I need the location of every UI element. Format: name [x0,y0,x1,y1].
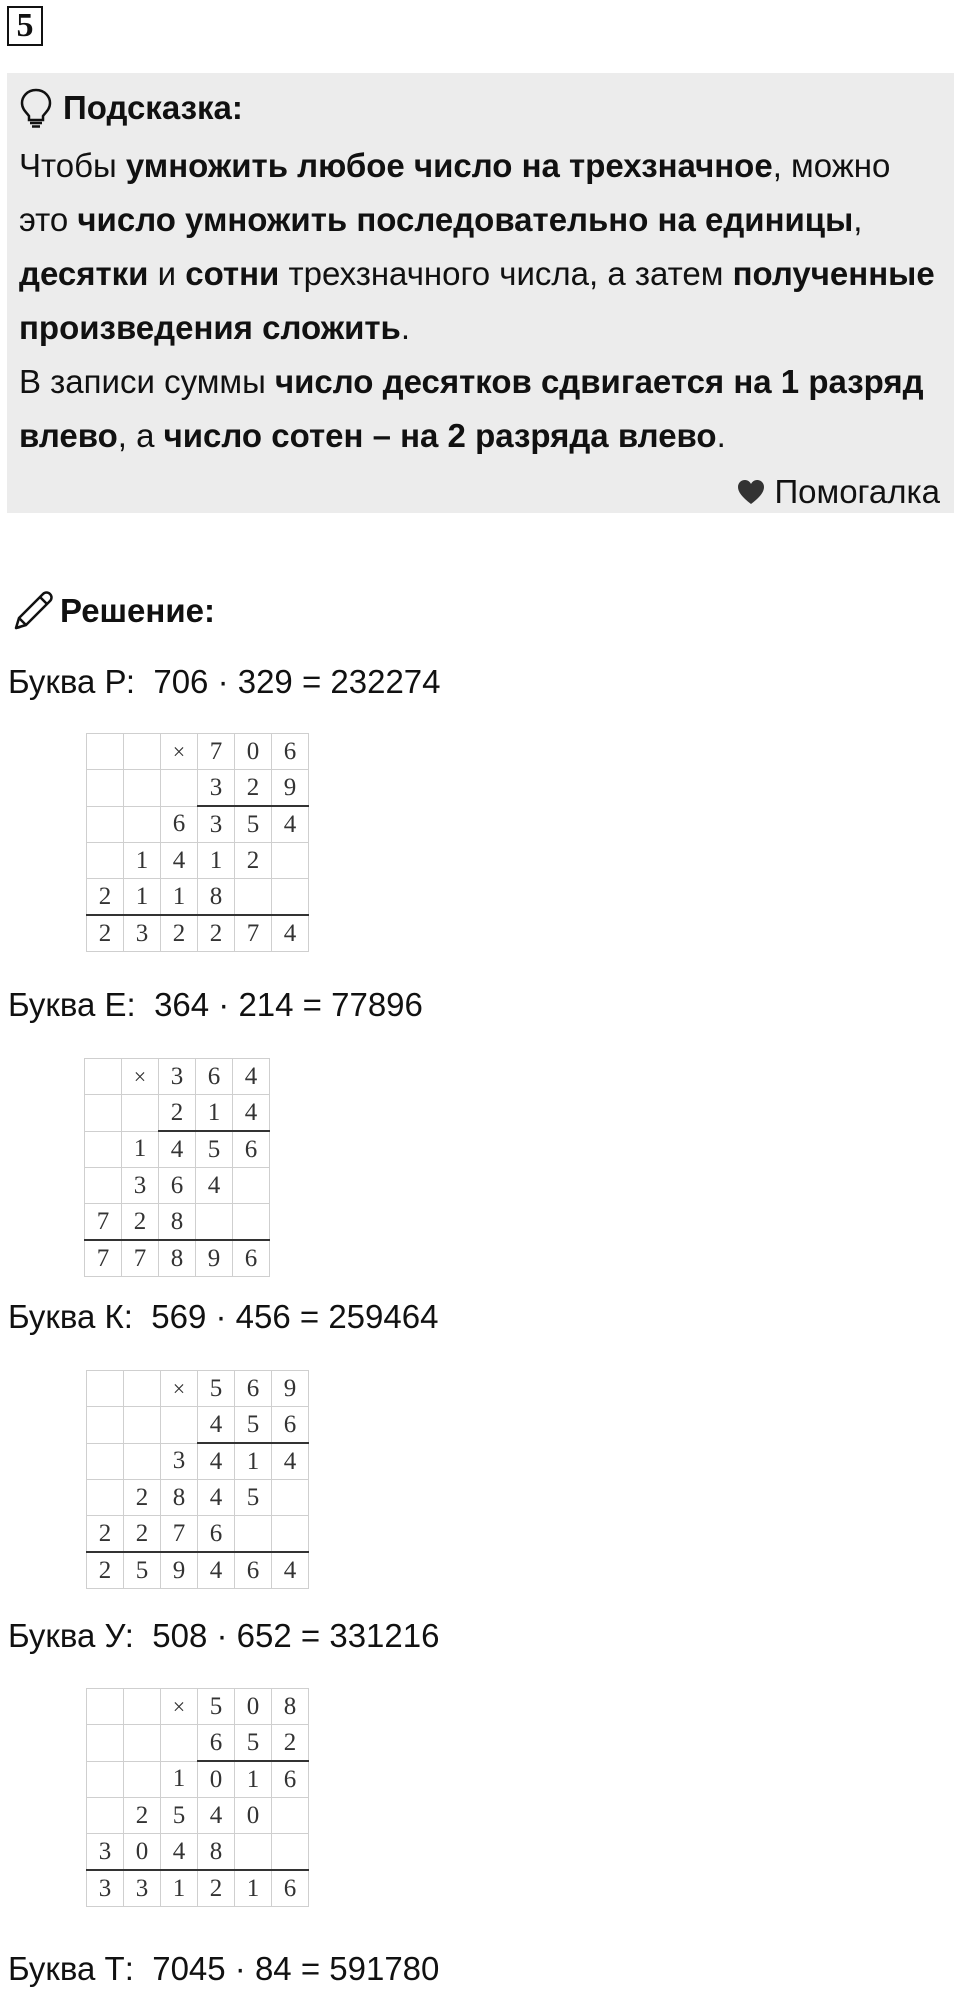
digit-cell [87,1761,124,1798]
example-label: Буква Т: 7045 · 84 = 591780 [8,1950,440,1987]
digit-cell [196,1204,233,1241]
digit-cell [161,1725,198,1762]
digit-cell [272,843,309,879]
digit-cell: 2 [87,879,124,916]
example-label: Буква Е: 364 · 214 = 77896 [8,986,423,1023]
digit-cell: 4 [161,1834,198,1871]
example-label: Буква У: 508 · 652 = 331216 [8,1617,440,1654]
digit-cell [233,1168,270,1204]
brand-signature [736,473,940,511]
digit-cell: 6 [198,1516,235,1553]
digit-cell [87,1480,124,1516]
digit-cell: 2 [159,1095,196,1132]
digit-cell [272,1834,309,1871]
calc-row [87,806,309,843]
heart-icon [736,478,766,506]
digit-cell: 8 [159,1204,196,1241]
calc-row [87,843,309,879]
digit-cell: 1 [235,1443,272,1480]
digit-cell [233,1204,270,1241]
digit-cell: 6 [159,1168,196,1204]
digit-cell [124,806,161,843]
digit-cell: 2 [161,915,198,952]
digit-cell: 4 [233,1059,270,1095]
hint-header [19,83,940,133]
digit-cell: 5 [198,1371,235,1407]
digit-cell: 7 [161,1516,198,1553]
digit-cell: 4 [159,1131,196,1168]
digit-cell: 9 [272,770,309,807]
digit-cell: 3 [161,1443,198,1480]
digit-cell: 4 [198,1552,235,1589]
digit-cell: 2 [198,915,235,952]
digit-cell: 4 [272,1552,309,1589]
digit-cell [124,1725,161,1762]
calc-row [87,1870,309,1907]
task-number: 5 [7,6,43,46]
digit-cell: 5 [235,1725,272,1762]
digit-cell: 6 [272,1870,309,1907]
digit-cell [272,1798,309,1834]
digit-cell [87,1407,124,1444]
digit-cell: 8 [159,1240,196,1277]
calc-row [87,915,309,952]
calc-row [87,1834,309,1871]
digit-cell: 1 [235,1870,272,1907]
digit-cell: 4 [198,1798,235,1834]
digit-cell [87,843,124,879]
digit-cell: 6 [198,1725,235,1762]
digit-cell: 1 [235,1761,272,1798]
digit-cell: 1 [124,879,161,916]
digit-cell: 9 [272,1371,309,1407]
calc-row [85,1240,270,1277]
digit-cell: 7 [85,1240,122,1277]
digit-cell: 5 [198,1689,235,1725]
solution-header [10,588,215,634]
digit-cell [85,1168,122,1204]
digit-cell: 2 [272,1725,309,1762]
calc-row [87,1480,309,1516]
digit-cell: 4 [198,1407,235,1444]
digit-cell: 6 [161,806,198,843]
digit-cell: 0 [235,1798,272,1834]
digit-cell: 5 [161,1798,198,1834]
digit-cell [161,770,198,807]
digit-cell [124,1407,161,1444]
digit-cell: 7 [122,1240,159,1277]
digit-cell: 2 [87,1552,124,1589]
hint-title: Подсказка: [63,89,243,126]
digit-cell: 4 [272,1443,309,1480]
digit-cell: 7 [198,734,235,770]
calc-row [87,1761,309,1798]
digit-cell: 6 [196,1059,233,1095]
digit-cell: 1 [161,879,198,916]
multiply-sign: × [161,734,198,770]
multiplication-table [84,1058,270,1277]
digit-cell: 0 [235,734,272,770]
digit-cell: 2 [235,770,272,807]
calc-row [87,770,309,807]
digit-cell [272,879,309,916]
digit-cell: 6 [272,1407,309,1444]
digit-cell: 1 [198,843,235,879]
digit-cell: 1 [124,843,161,879]
digit-cell [272,1516,309,1553]
digit-cell [87,1443,124,1480]
digit-cell [85,1059,122,1095]
digit-cell [161,1407,198,1444]
digit-cell [124,1689,161,1725]
digit-cell: 6 [272,734,309,770]
digit-cell: 7 [235,915,272,952]
digit-cell: 3 [124,915,161,952]
digit-cell: 3 [198,806,235,843]
digit-cell: 5 [235,1407,272,1444]
digit-cell: 5 [196,1131,233,1168]
digit-cell [272,1480,309,1516]
digit-cell: 6 [272,1761,309,1798]
digit-cell [87,806,124,843]
digit-cell: 6 [235,1371,272,1407]
digit-cell: 8 [272,1689,309,1725]
digit-cell [87,734,124,770]
digit-cell: 2 [87,1516,124,1553]
example-label: Буква Р: 706 · 329 = 232274 [8,663,441,700]
digit-cell [124,770,161,807]
digit-cell: 5 [235,1480,272,1516]
pencil-icon [10,588,56,634]
calc-row [85,1059,270,1095]
digit-cell [124,1371,161,1407]
digit-cell: 4 [161,843,198,879]
calc-row [87,1552,309,1589]
calc-row [87,879,309,916]
multiplication-table [86,1688,309,1907]
calc-row [87,1798,309,1834]
calc-row [87,1689,309,1725]
calc-row [87,1443,309,1480]
digit-cell: 5 [235,806,272,843]
calc-row [87,734,309,770]
digit-cell: 8 [161,1480,198,1516]
digit-cell [87,1725,124,1762]
digit-cell: 0 [124,1834,161,1871]
digit-cell: 4 [233,1095,270,1132]
digit-cell: 6 [233,1240,270,1277]
digit-cell: 9 [196,1240,233,1277]
digit-cell: 9 [161,1552,198,1589]
calc-row [85,1131,270,1168]
digit-cell: 1 [161,1761,198,1798]
digit-cell [87,770,124,807]
digit-cell [124,1761,161,1798]
multiply-sign: × [122,1059,159,1095]
digit-cell: 3 [198,770,235,807]
calc-row [85,1168,270,1204]
digit-cell: 5 [124,1552,161,1589]
digit-cell: 3 [87,1870,124,1907]
digit-cell: 3 [87,1834,124,1871]
hint-text: Чтобы умножить любое число на трехзначное, можно это число умножить последовательно на единицы, десятки и сотни трехзначного числа, а затем полученные произведения сложить. В записи суммы число десятков сдвигается на 1 разряд влево, а число сотен – на 2 разряда влево. [19,147,935,454]
digit-cell: 3 [159,1059,196,1095]
digit-cell: 1 [161,1870,198,1907]
calc-row [85,1095,270,1132]
digit-cell: 4 [198,1443,235,1480]
digit-cell [122,1095,159,1132]
digit-cell: 4 [198,1480,235,1516]
calc-row [87,1371,309,1407]
lightbulb-icon [19,87,53,129]
calc-row [85,1204,270,1241]
digit-cell: 7 [85,1204,122,1241]
digit-cell [85,1095,122,1132]
brand-name: Помогалка [774,473,940,510]
example-label: Буква К: 569 · 456 = 259464 [8,1298,439,1335]
digit-cell [235,1834,272,1871]
digit-cell: 4 [196,1168,233,1204]
digit-cell: 2 [124,1516,161,1553]
multiplication-table [86,1370,309,1589]
multiply-sign: × [161,1371,198,1407]
digit-cell: 2 [124,1798,161,1834]
digit-cell: 6 [233,1131,270,1168]
digit-cell: 2 [124,1480,161,1516]
digit-cell: 4 [272,915,309,952]
digit-cell [87,1798,124,1834]
digit-cell: 8 [198,879,235,916]
calc-row [87,1407,309,1444]
multiplication-table [86,733,309,952]
digit-cell: 2 [122,1204,159,1241]
digit-cell: 4 [272,806,309,843]
calc-row [87,1516,309,1553]
digit-cell [87,1371,124,1407]
digit-cell: 2 [87,915,124,952]
digit-cell [87,1689,124,1725]
digit-cell [124,1443,161,1480]
digit-cell [235,1516,272,1553]
solution-title: Решение: [60,592,215,629]
digit-cell [124,734,161,770]
hint-box [7,73,954,513]
digit-cell: 3 [122,1168,159,1204]
digit-cell: 2 [235,843,272,879]
digit-cell: 1 [122,1131,159,1168]
digit-cell: 8 [198,1834,235,1871]
digit-cell: 0 [198,1761,235,1798]
digit-cell: 3 [124,1870,161,1907]
digit-cell: 6 [235,1552,272,1589]
digit-cell: 1 [196,1095,233,1132]
digit-cell [235,879,272,916]
calc-row [87,1725,309,1762]
digit-cell: 0 [235,1689,272,1725]
digit-cell: 2 [198,1870,235,1907]
digit-cell [85,1131,122,1168]
multiply-sign: × [161,1689,198,1725]
